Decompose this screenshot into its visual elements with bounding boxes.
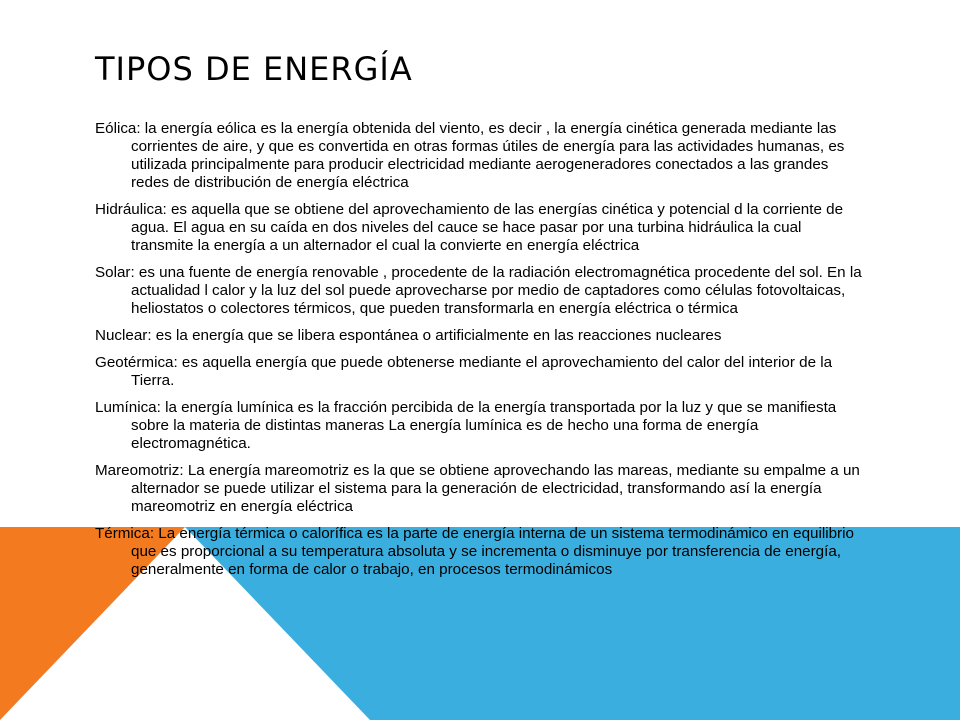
paragraph-geotermica: Geotérmica: es aquella energía que puede obtenerse mediante el aprovechamiento del calor del interior de la Tierra.	[95, 354, 833, 389]
paragraph-luminica: Lumínica: la energía lumínica es la fracción percibida de la energía transportada por la luz y que se manifiesta sobre la materia de distintas maneras La energía lumínica es de hecho una forma de energía electromagnética.	[95, 399, 837, 452]
paragraph-termica: Térmica: La energía térmica o calorífica es la parte de energía interna de un sistema termodinámico en equilibrio que es proporcional a su temperatura absoluta y se incrementa o disminuye por transferencia de energía, generalmente en forma de calor o trabajo, en procesos termodinámicos	[95, 525, 854, 578]
paragraph-solar: Solar: es una fuente de energía renovable , procedente de la radiación electromagnética procedente del sol. En la actualidad l calor y la luz del sol puede aprovecharse por medio de captadores como células fotovoltaicas, heliostatos o colectores térmicos, que pueden transformarla en energía eléctrica o térmica	[95, 264, 862, 317]
slide-title: TIPOS DE ENERGÍA	[95, 50, 413, 88]
paragraph-eolica: Eólica: la energía eólica es la energía obtenida del viento, es decir , la energía cinética generada mediante las corrientes de aire, y que es convertida en otras formas útiles de energía para las actividades humanas, es utilizada principalmente para producir electricidad mediante aerogeneradores conectados a las grandes redes de distribución de energía eléctrica	[95, 120, 845, 191]
paragraph-mareomotriz: Mareomotriz: La energía mareomotriz es la que se obtiene aprovechando las mareas, mediante su empalme a un alternador se puede utilizar el sistema para la generación de electricidad, transformando así la energía mareomotriz en energía eléctrica	[95, 462, 860, 515]
paragraph-nuclear: Nuclear: es la energía que se libera espontánea o artificialmente en las reacciones nucleares	[95, 327, 722, 344]
paragraph-hidraulica: Hidráulica: es aquella que se obtiene del aprovechamiento de las energías cinética y potencial d la corriente de agua. El agua en su caída en dos niveles del cauce se hace pasar por una turbina hidráulica la cual transmite la energía a un alternador el cual la convierte en energía eléctrica	[95, 201, 844, 254]
energy-list	[95, 120, 865, 588]
